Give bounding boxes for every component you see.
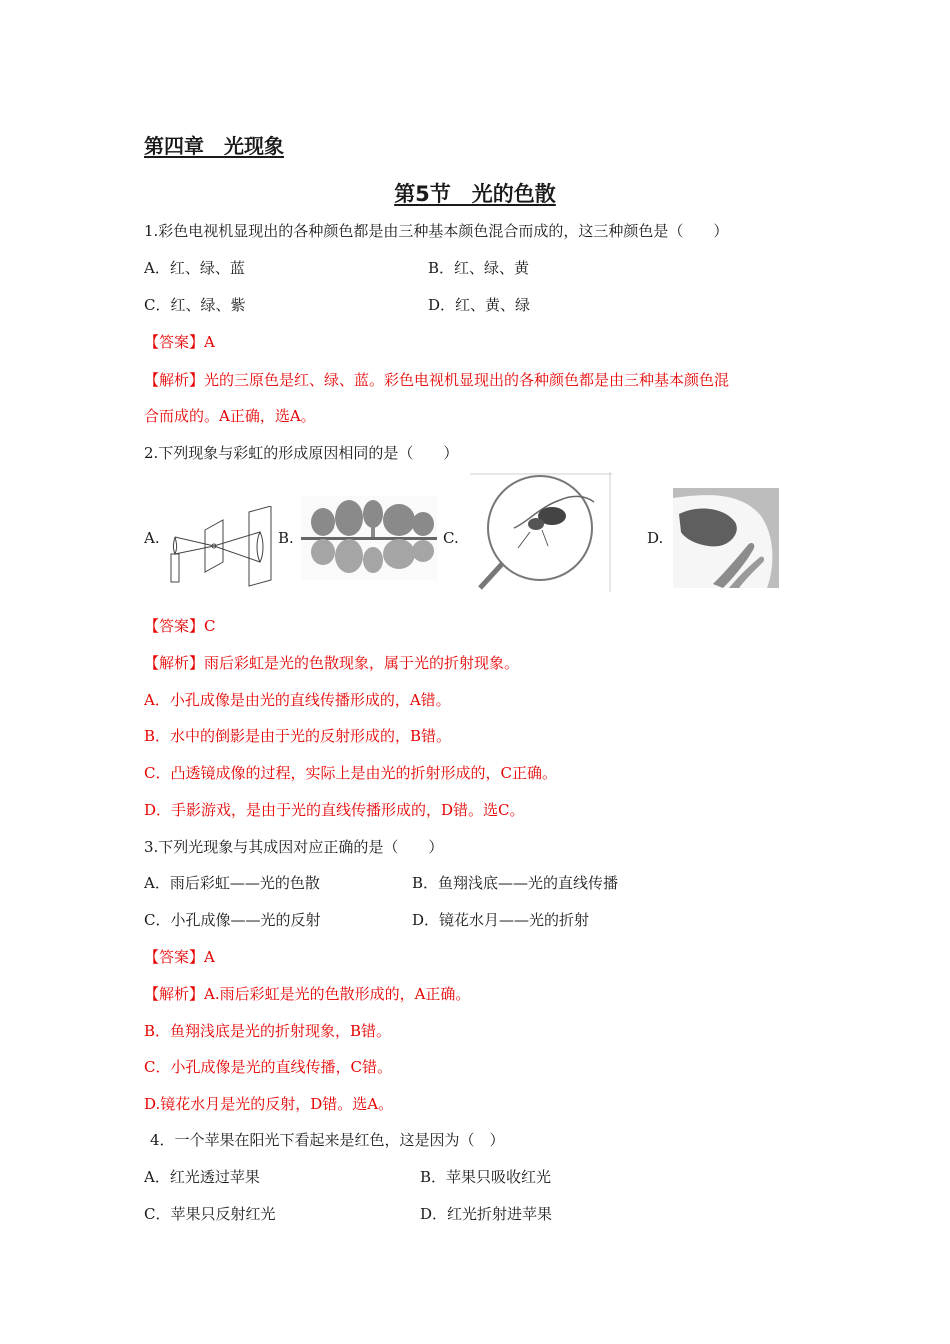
- q3-stem: 3.下列光现象与其成因对应正确的是（ ）: [144, 838, 444, 856]
- q3-option-b: B．鱼翔浅底——光的直线传播: [412, 874, 619, 892]
- q2-analysis-3: B．水中的倒影是由于光的反射形成的，B错。: [144, 727, 452, 745]
- q2-option-d-label: D.: [647, 529, 664, 547]
- q4-option-c: C．苹果只反射红光: [144, 1205, 276, 1223]
- q1-stem: 1.彩色电视机显现出的各种颜色都是由三种基本颜色混合而成的，这三种颜色是（ ）: [144, 222, 729, 240]
- q4-option-d: D．红光折射进苹果: [420, 1205, 553, 1223]
- q1-analysis-line2: 合而成的。A正确，选A。: [144, 407, 316, 425]
- q1-option-a: A．红、绿、蓝: [144, 259, 245, 277]
- magnifying-glass-figure: [470, 472, 612, 592]
- q2-answer: 【答案】C: [144, 617, 216, 635]
- water-reflection-figure: [301, 496, 437, 580]
- q4-option-b: B．苹果只吸收红光: [420, 1168, 552, 1186]
- q2-option-b-label: B.: [278, 529, 294, 547]
- q2-analysis-4: C．凸透镜成像的过程，实际上是由光的折射形成的，C正确。: [144, 764, 557, 782]
- q3-analysis-1: 【解析】A.雨后彩虹是光的色散形成的，A正确。: [144, 985, 471, 1003]
- q2-analysis-1: 【解析】雨后彩虹是光的色散现象，属于光的折射现象。: [144, 654, 520, 672]
- q4-stem: 4．一个苹果在阳光下看起来是红色，这是因为（ ）: [150, 1131, 505, 1149]
- q3-option-d: D．镜花水月——光的折射: [412, 911, 590, 929]
- q1-option-c: C．红、绿、紫: [144, 296, 246, 314]
- chapter-title: 第四章 光现象: [144, 134, 284, 158]
- q3-analysis-2: B．鱼翔浅底是光的折射现象，B错。: [144, 1022, 392, 1040]
- q3-analysis-3: C．小孔成像是光的直线传播，C错。: [144, 1058, 392, 1076]
- q1-option-b: B．红、绿、黄: [428, 259, 530, 277]
- q1-analysis-line1: 【解析】光的三原色是红、绿、蓝。彩色电视机显现出的各种颜色都是由三种基本颜色混: [144, 371, 730, 389]
- q3-option-c: C．小孔成像——光的反射: [144, 911, 321, 929]
- q3-answer: 【答案】A: [144, 948, 215, 966]
- hand-shadow-figure: [673, 488, 779, 588]
- q2-analysis-5: D．手影游戏，是由于光的直线传播形成的，D错。选C。: [144, 801, 525, 819]
- pinhole-camera-figure: [165, 506, 277, 588]
- section-title: 第5节 光的色散: [394, 182, 556, 206]
- q1-answer: 【答案】A: [144, 333, 215, 351]
- q2-analysis-2: A．小孔成像是由光的直线传播形成的，A错。: [144, 691, 451, 709]
- q4-option-a: A．红光透过苹果: [144, 1168, 260, 1186]
- q1-option-d: D．红、黄、绿: [428, 296, 531, 314]
- q2-stem: 2.下列现象与彩虹的形成原因相同的是（ ）: [144, 444, 459, 462]
- q2-option-a-label: A.: [144, 529, 160, 547]
- q2-option-c-label: C.: [443, 529, 459, 547]
- q3-analysis-4: D.镜花水月是光的反射，D错。选A。: [144, 1095, 394, 1113]
- q3-option-a: A．雨后彩虹——光的色散: [144, 874, 320, 892]
